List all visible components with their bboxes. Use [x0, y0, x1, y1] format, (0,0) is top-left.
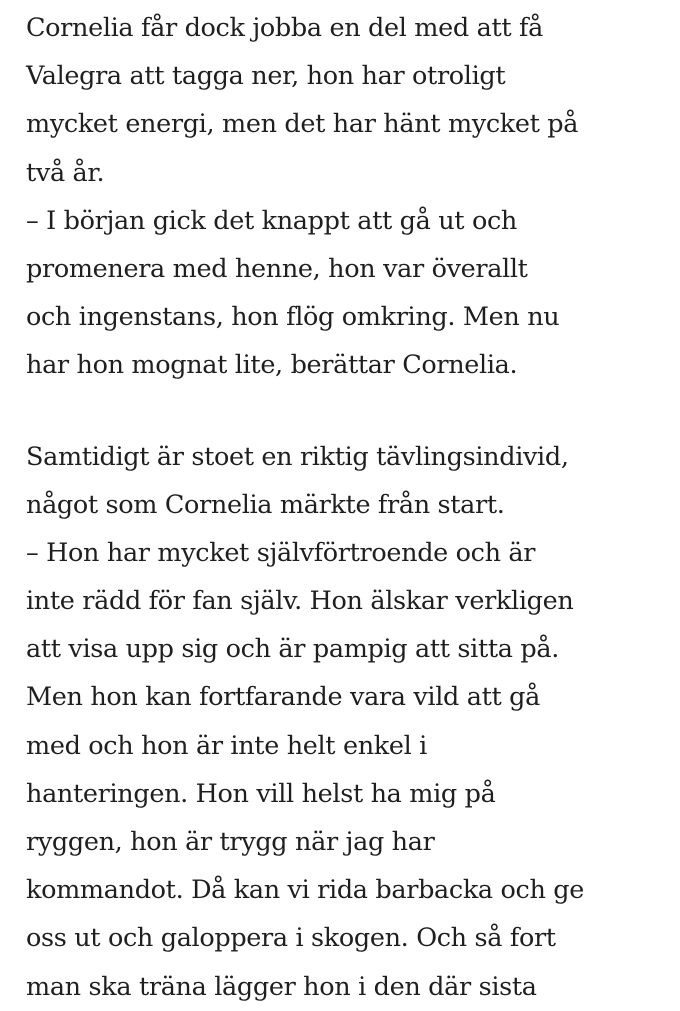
text-line: – Hon har mycket självförtroende och är	[26, 537, 536, 568]
text-line: något som Cornelia märkte från start.	[26, 489, 505, 520]
text-line: att visa upp sig och är pampig att sitta på.	[26, 634, 559, 665]
text-line: Valegra att tagga ner, hon har otroligt	[26, 61, 506, 92]
text-line: Men hon kan fortfarande vara vild att gå	[26, 682, 541, 713]
text-line: Cornelia får dock jobba en del med att få	[26, 13, 543, 43]
text-line: kommandot. Då kan vi rida barbacka och ge	[26, 875, 585, 906]
text-line: inte rädd för fan själv. Hon älskar verkligen	[26, 586, 574, 617]
text-line: och ingenstans, hon flög omkring. Men nu	[26, 302, 560, 333]
text-line: man ska träna lägger hon i den där sista	[26, 971, 537, 1002]
paragraph-spacer	[26, 390, 666, 433]
text-line: Samtidigt är stoet en riktig tävlingsindivid,	[26, 441, 569, 472]
text-line: med och hon är inte helt enkel i	[26, 730, 427, 761]
text-line: två år.	[26, 157, 105, 188]
text-line: oss ut och galoppera i skogen. Och så fort	[26, 923, 556, 954]
paragraph-1	[26, 4, 666, 390]
text-line: hanteringen. Hon vill helst ha mig på	[26, 778, 496, 809]
text-line: promenera med henne, hon var överallt	[26, 253, 528, 284]
text-line: – I början gick det knappt att gå ut och	[26, 205, 517, 236]
paragraph-2	[26, 433, 666, 1011]
text-line: mycket energi, men det har hänt mycket på	[26, 109, 579, 140]
text-line: ryggen, hon är trygg när jag har	[26, 827, 435, 857]
article-body	[26, 0, 666, 1011]
text-line: har hon mognat lite, berättar Cornelia.	[26, 350, 518, 381]
